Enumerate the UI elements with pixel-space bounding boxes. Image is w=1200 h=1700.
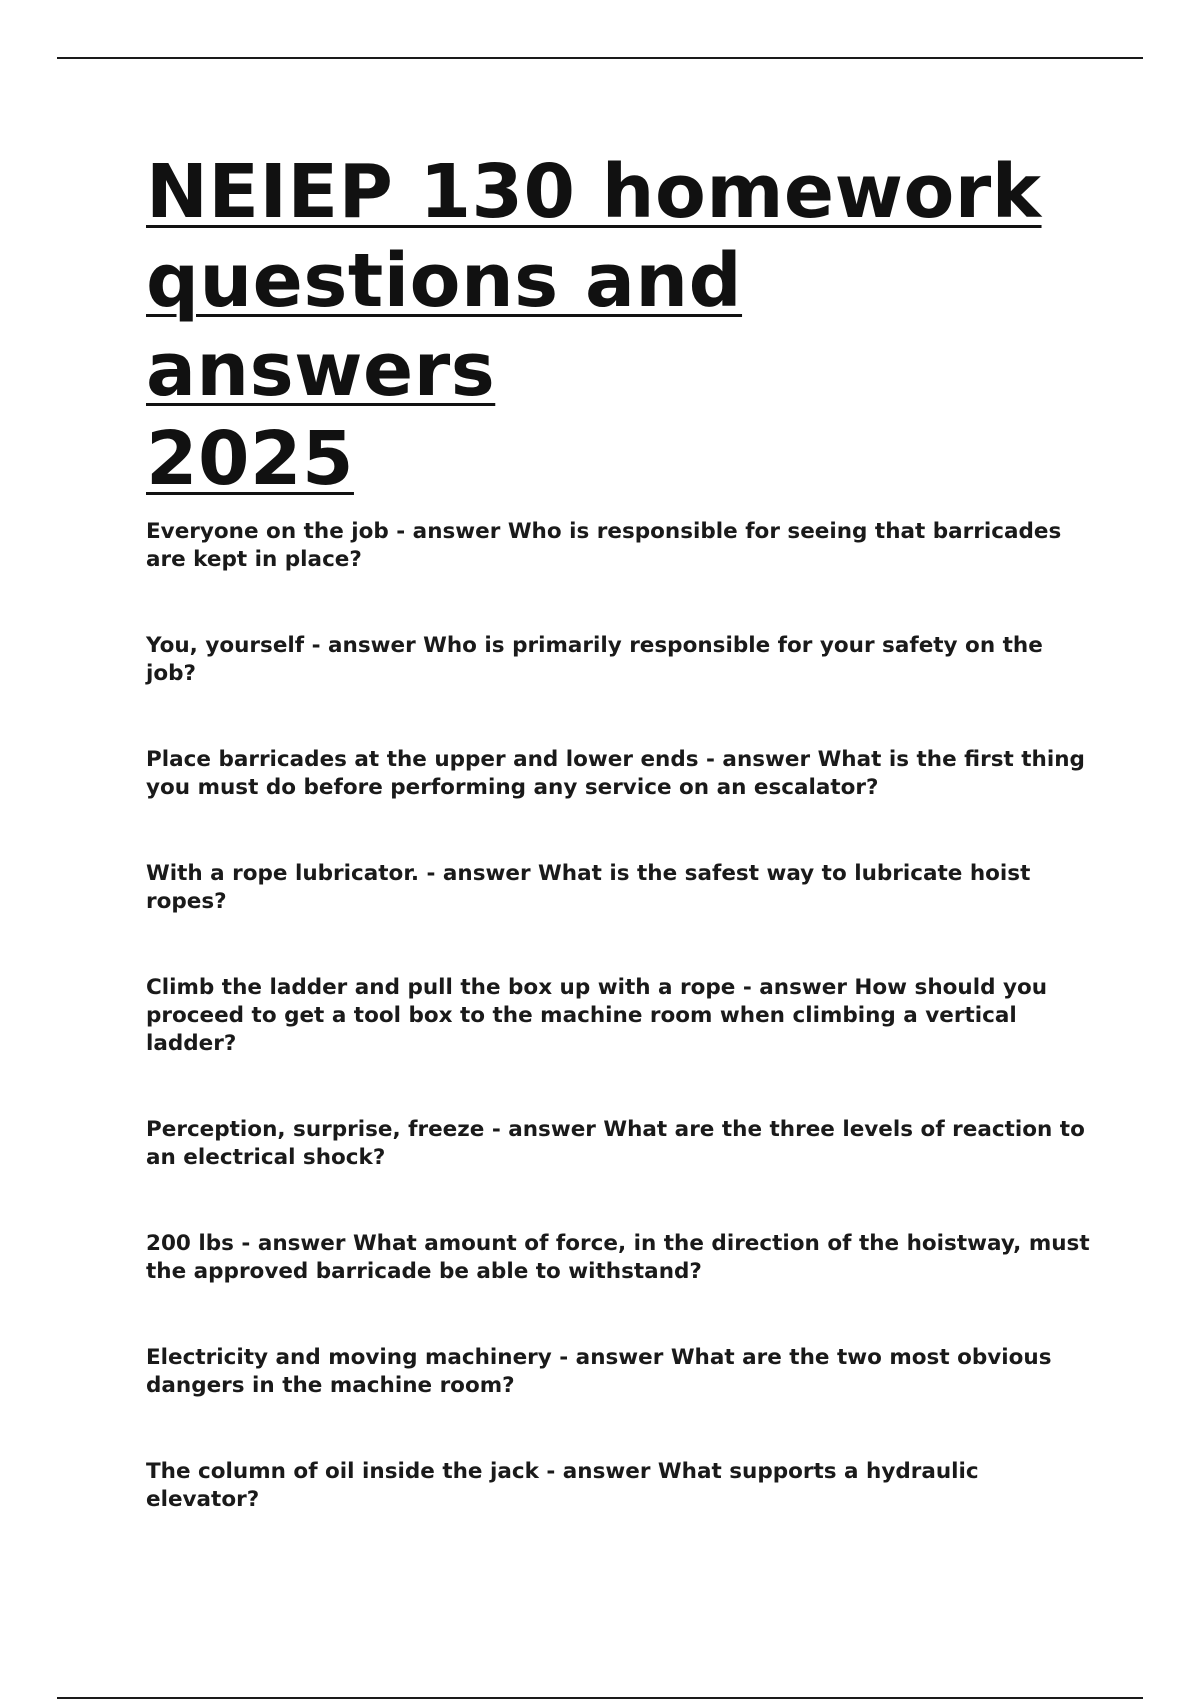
title-line-2: questions and answers [146, 238, 743, 413]
document-title [146, 148, 1106, 504]
qa-item: You, yourself - answer Who is primarily responsible for your safety on the job? [146, 633, 1043, 686]
document-body [146, 148, 1106, 1572]
qa-item: Everyone on the job - answer Who is responsible for seeing that barricades are kept in place? [146, 519, 1062, 572]
qa-item: 200 lbs - answer What amount of force, in the direction of the hoistway, must the approved barricade be able to withstand? [146, 1231, 1090, 1284]
top-divider [57, 57, 1143, 59]
title-line-3: 2025 [146, 416, 354, 502]
qa-item: With a rope lubricator. - answer What is the safest way to lubricate hoist ropes? [146, 861, 1031, 914]
qa-item: Place barricades at the upper and lower ends - answer What is the first thing you must do before performing any service on an escalator? [146, 747, 1085, 800]
qa-item: The column of oil inside the jack - answer What supports a hydraulic elevator? [146, 1459, 979, 1512]
title-line-1: NEIEP 130 homework [146, 149, 1042, 235]
qa-item: Electricity and moving machinery - answer What are the two most obvious dangers in the machine room? [146, 1345, 1052, 1398]
qa-item: Climb the ladder and pull the box up with a rope - answer How should you proceed to get a tool box to the machine room when climbing a vertical ladder? [146, 975, 1048, 1056]
bottom-divider [57, 1697, 1143, 1699]
qa-list [146, 518, 1106, 1514]
qa-item: Perception, surprise, freeze - answer What are the three levels of reaction to an electrical shock? [146, 1117, 1085, 1170]
